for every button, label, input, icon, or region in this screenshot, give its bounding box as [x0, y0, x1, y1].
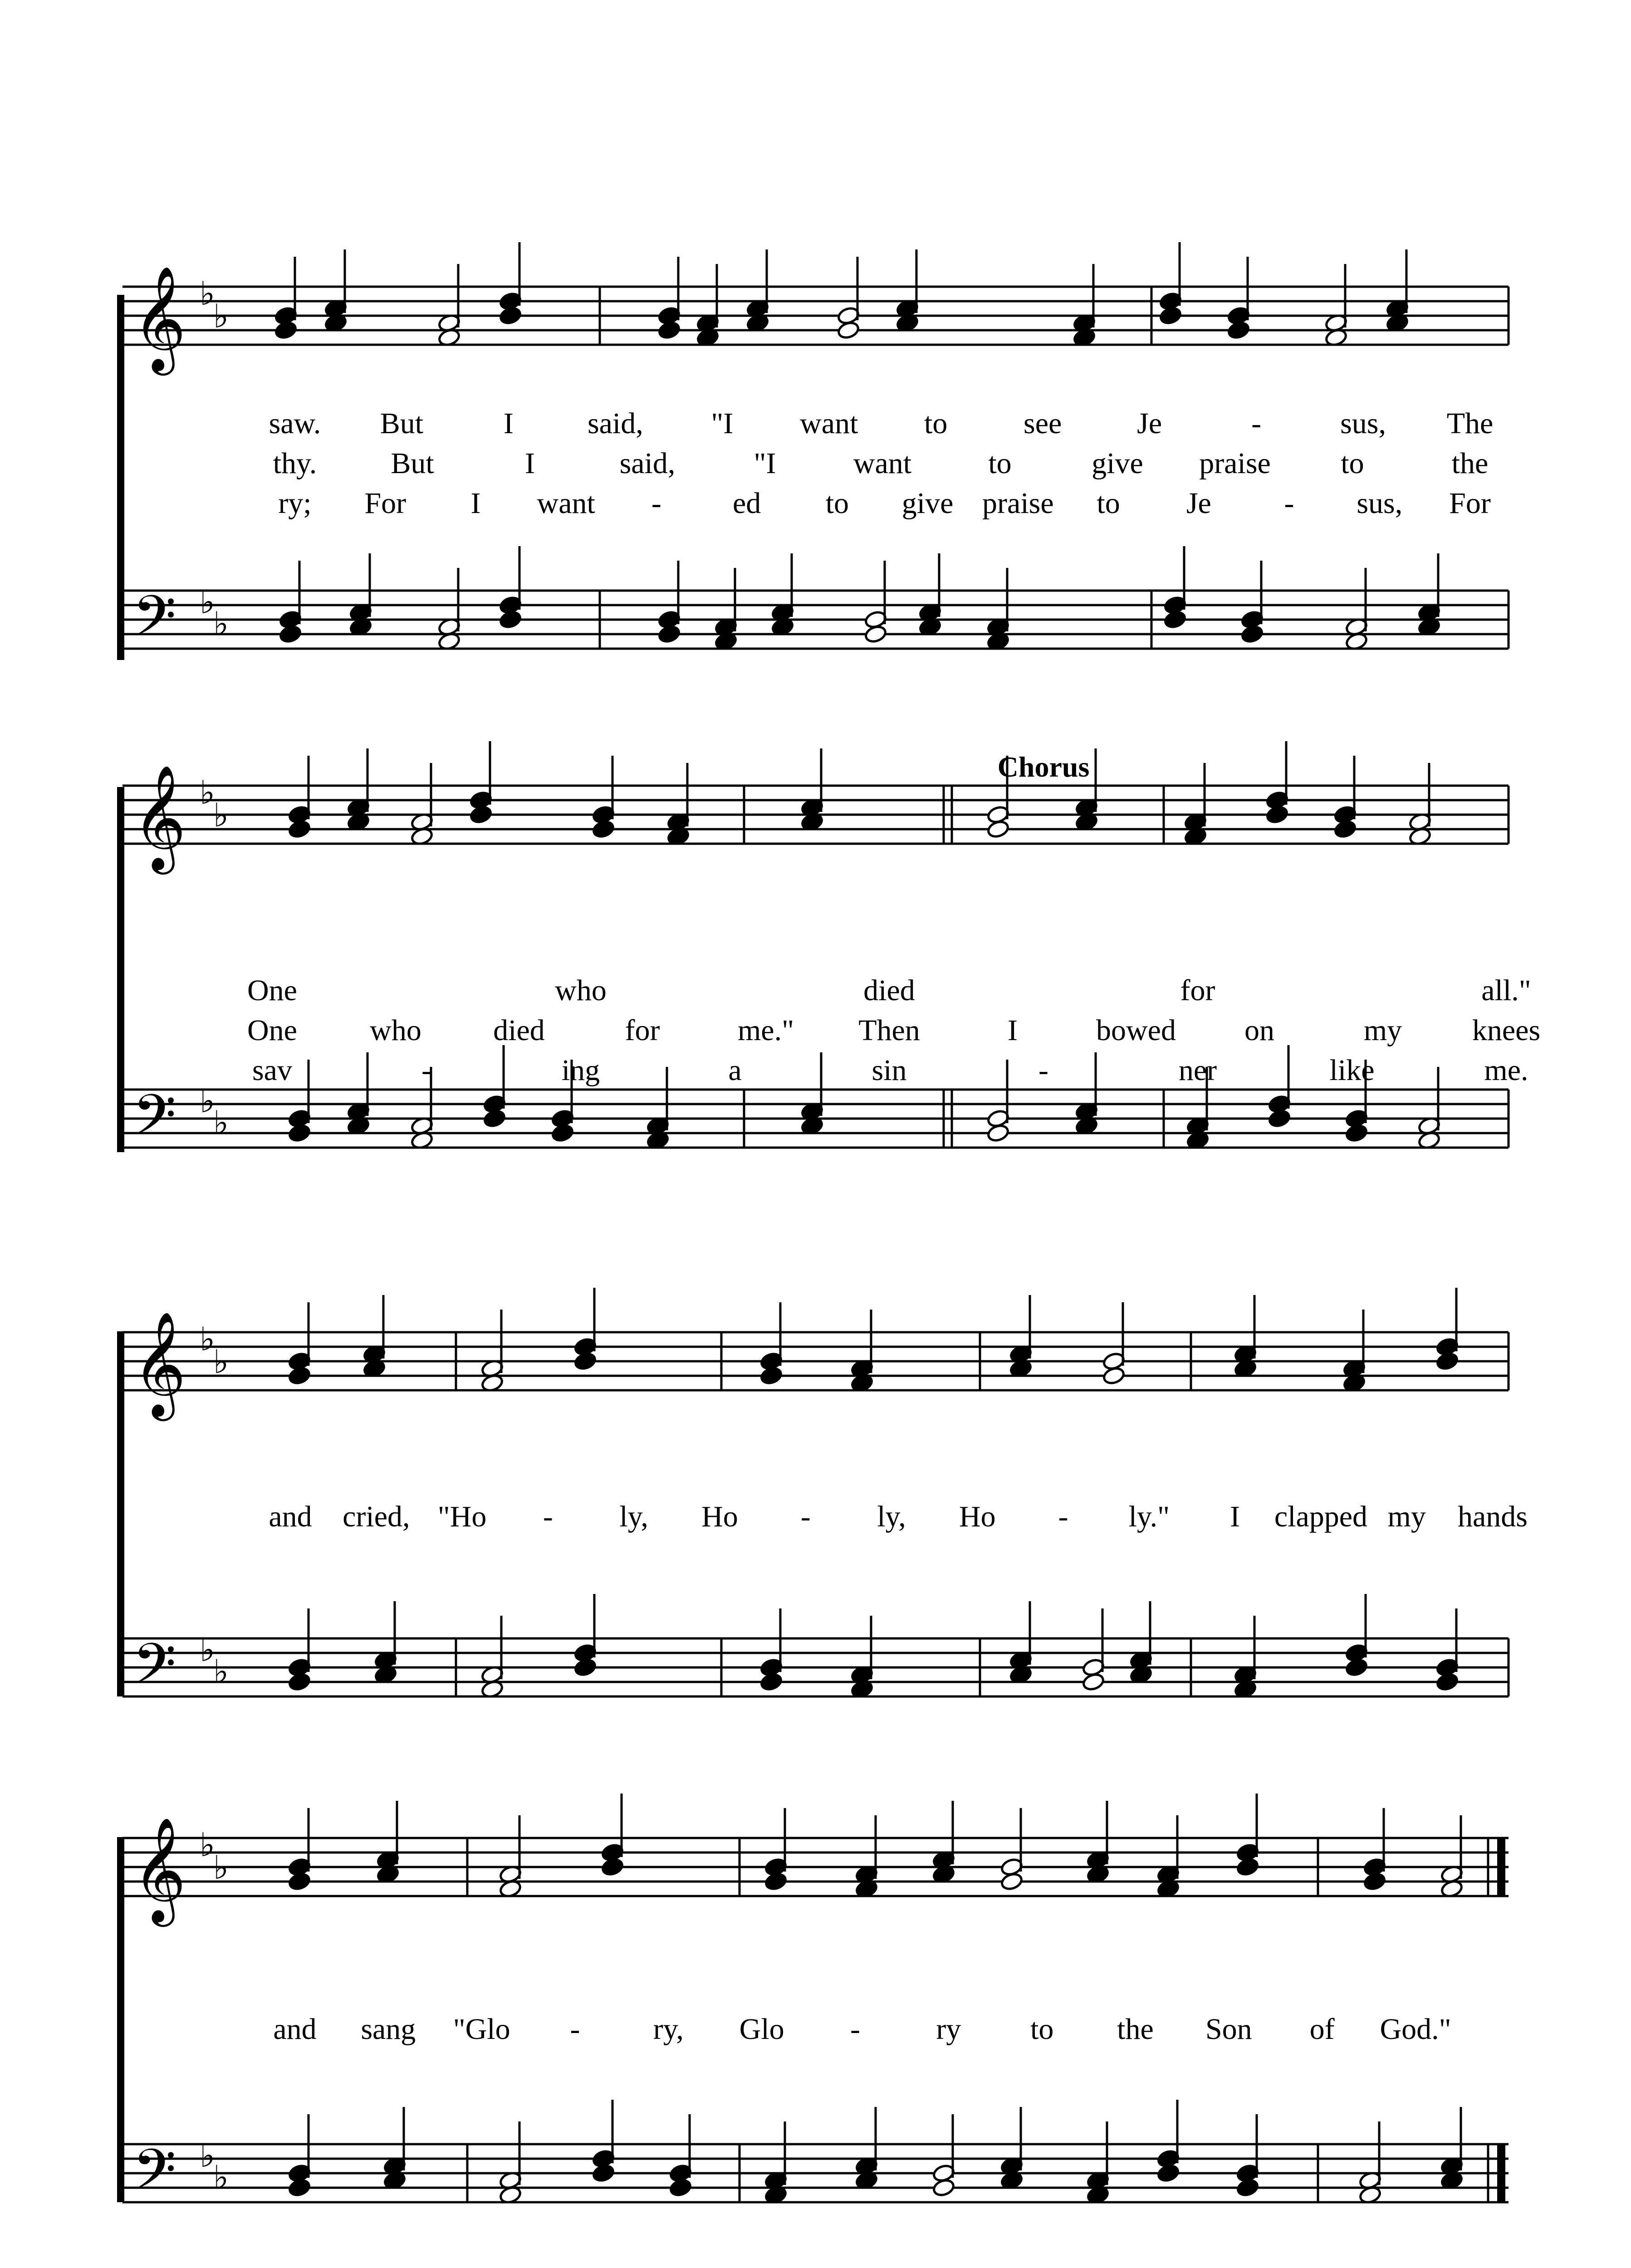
flat-icon: ♭ — [200, 1083, 215, 1119]
system-brace-bar — [117, 787, 124, 1152]
system-1 — [117, 242, 1509, 661]
lyric-hyphen: - — [570, 2013, 580, 2046]
lyric-syllable: ing — [561, 1054, 600, 1087]
note-head — [274, 320, 298, 340]
treble-notes — [288, 1288, 1459, 1393]
flat-icon: ♭ — [213, 298, 229, 335]
lyric-syllable: praise — [982, 487, 1054, 520]
lyric-syllable: all." — [1481, 974, 1531, 1007]
lyric-syllable: who — [370, 1014, 421, 1047]
flat-icon: ♭ — [213, 797, 229, 834]
lyric-syllable: I — [525, 447, 535, 480]
note-head — [551, 1123, 574, 1143]
note-head — [288, 1123, 311, 1143]
note-head — [288, 1672, 311, 1691]
note-head — [657, 320, 681, 340]
barlines — [467, 1838, 1318, 2202]
lyric-hyphen: - — [1251, 407, 1262, 440]
flat-icon: ♭ — [200, 276, 215, 312]
lyric-syllable: and — [269, 1500, 312, 1533]
flat-icon: ♭ — [213, 1850, 229, 1886]
lyric-hyphen: - — [850, 2013, 860, 2046]
lyric-syllable: ed — [733, 487, 761, 520]
flat-icon: ♭ — [213, 606, 229, 642]
flat-icon: ♭ — [200, 775, 215, 811]
system-brace-bar — [117, 1837, 124, 2202]
lyric-hyphen: - — [800, 1500, 811, 1533]
lyric-syllable: a — [728, 1054, 742, 1087]
lyric-hyphen: - — [421, 1054, 431, 1087]
lyric-syllable: sav — [252, 1054, 292, 1087]
lyric-syllable: "I — [754, 447, 776, 480]
note-head — [1345, 1123, 1368, 1143]
flat-icon: ♭ — [200, 1632, 215, 1668]
lyric-syllable: One — [247, 974, 297, 1007]
flat-icon: ♭ — [200, 1827, 215, 1863]
treble-clef-icon: 𝄞 — [132, 1820, 186, 1921]
lyric-syllable: sus, — [1340, 407, 1386, 440]
lyric-syllable: ly, — [877, 1500, 906, 1533]
note-head — [1102, 1366, 1126, 1385]
lyric-hyphen: - — [543, 1500, 553, 1533]
note-head — [483, 1109, 506, 1128]
lyrics — [247, 974, 1540, 1087]
lyric-syllable: ly." — [1128, 1500, 1170, 1533]
lyric-syllable: thy. — [273, 447, 317, 480]
lyric-syllable: ry; — [278, 487, 312, 520]
treble-notes — [274, 242, 1409, 347]
lyric-hyphen: - — [1058, 1500, 1068, 1533]
bass-notes — [279, 546, 1441, 651]
lyric-syllable: I — [1230, 1500, 1240, 1533]
lyric-syllable: "Ho — [437, 1500, 487, 1533]
lyric-syllable: sang — [361, 2013, 416, 2046]
note-head — [592, 2163, 615, 2183]
lyric-syllable: hands — [1458, 1500, 1528, 1533]
lyric-syllable: cried, — [343, 1500, 410, 1533]
system-3 — [117, 1288, 1528, 1709]
lyric-syllable: But — [380, 407, 424, 440]
lyric-syllable: me." — [737, 1014, 794, 1047]
note-head — [837, 320, 860, 340]
lyric-syllable: want — [800, 407, 858, 440]
lyric-syllable: said, — [619, 447, 676, 480]
note-head — [288, 819, 311, 839]
lyrics — [269, 1500, 1528, 1533]
lyric-syllable: Son — [1205, 2013, 1252, 2046]
lyric-syllable: "I — [711, 407, 734, 440]
flat-icon: ♭ — [213, 1344, 229, 1380]
bass-notes — [288, 1594, 1459, 1699]
treble-clef-icon: 𝄞 — [132, 768, 186, 868]
lyric-syllable: Je — [1186, 487, 1211, 520]
note-head — [1236, 2178, 1259, 2197]
lyric-syllable: who — [555, 974, 607, 1007]
note-head — [669, 2178, 692, 2197]
lyric-syllable: ner — [1178, 1054, 1217, 1087]
lyric-hyphen: - — [651, 487, 661, 520]
treble-clef-icon: 𝄞 — [132, 269, 186, 369]
lyric-syllable: to — [1097, 487, 1120, 520]
treble-clef-icon: 𝄞 — [132, 1315, 186, 1415]
lyric-syllable: the — [1117, 2013, 1154, 2046]
system-brace-bar — [117, 1331, 124, 1696]
flat-icon: ♭ — [213, 1105, 229, 1141]
lyric-syllable: saw. — [269, 407, 321, 440]
bass-clef-icon: 𝄢 — [132, 2140, 176, 2215]
lyric-syllable: Ho — [959, 1500, 996, 1533]
flat-icon: ♭ — [200, 1321, 215, 1358]
barlines — [744, 786, 1509, 1148]
note-head — [288, 2178, 311, 2197]
flat-icon: ♭ — [200, 584, 215, 621]
lyric-syllable: ly, — [619, 1500, 648, 1533]
note-head — [1268, 1109, 1291, 1128]
bass-clef-icon: 𝄢 — [132, 586, 176, 661]
bass-staff — [122, 1638, 1509, 1696]
note-head — [986, 819, 1010, 839]
note-head — [764, 1872, 788, 1891]
lyric-syllable: of — [1309, 2013, 1335, 2046]
note-head — [759, 1366, 783, 1385]
lyric-syllable: bowed — [1096, 1014, 1176, 1047]
lyric-syllable: me. — [1484, 1054, 1528, 1087]
lyric-syllable: to — [988, 447, 1012, 480]
lyric-syllable: to — [924, 407, 948, 440]
note-head — [759, 1672, 783, 1691]
lyric-syllable: One — [247, 1014, 297, 1047]
treble-staff — [122, 1838, 1509, 1896]
note-head — [592, 819, 615, 839]
note-head — [1236, 1857, 1259, 1877]
lyric-syllable: my — [1363, 1014, 1402, 1047]
note-head — [1082, 1672, 1105, 1691]
note-head — [1333, 819, 1357, 839]
final-barline — [1488, 1838, 1505, 2202]
note-head — [864, 624, 887, 644]
system-2 — [117, 741, 1540, 1160]
note-head — [1363, 1872, 1386, 1891]
note-head — [499, 306, 522, 325]
lyric-syllable: Ho — [701, 1500, 738, 1533]
lyric-syllable: see — [1024, 407, 1062, 440]
bass-notes — [288, 1045, 1441, 1150]
lyric-syllable: clapped — [1274, 1500, 1368, 1533]
lyric-syllable: I — [1008, 1014, 1018, 1047]
bass-clef-icon: 𝄢 — [132, 1634, 176, 1709]
flat-icon: ♭ — [200, 2138, 215, 2174]
note-head — [657, 624, 681, 644]
note-head — [1345, 1657, 1368, 1677]
lyric-syllable: to — [1341, 447, 1364, 480]
lyric-syllable: like — [1329, 1054, 1375, 1087]
lyric-syllable: Glo — [739, 2013, 784, 2046]
note-head — [1435, 1672, 1459, 1691]
note-head — [573, 1351, 597, 1371]
lyric-syllable: The — [1446, 407, 1494, 440]
flat-icon: ♭ — [213, 2160, 229, 2196]
bass-staff — [122, 591, 1509, 649]
lyric-syllable: died — [863, 974, 915, 1007]
note-head — [1265, 805, 1289, 824]
lyric-syllable: Then — [858, 1014, 920, 1047]
lyric-syllable: praise — [1199, 447, 1271, 480]
lyric-syllable: sus, — [1357, 487, 1403, 520]
lyric-syllable: give — [901, 487, 954, 520]
lyric-syllable: But — [391, 447, 434, 480]
lyric-syllable: to — [825, 487, 849, 520]
lyric-syllable: to — [1030, 2013, 1054, 2046]
lyric-syllable: said, — [587, 407, 643, 440]
note-head — [573, 1657, 597, 1677]
flat-icon: ♭ — [213, 1654, 229, 1690]
note-head — [499, 610, 522, 629]
lyric-syllable: the — [1451, 447, 1489, 480]
lyric-syllable: give — [1092, 447, 1143, 480]
bass-notes — [288, 2100, 1464, 2205]
lyric-syllable: I — [470, 487, 481, 520]
lyric-syllable: Je — [1137, 407, 1162, 440]
lyric-syllable: on — [1244, 1014, 1274, 1047]
note-head — [986, 1123, 1010, 1143]
lyric-syllable: my — [1387, 1500, 1426, 1533]
lyric-syllable: ry — [936, 2013, 961, 2046]
lyric-syllable: For — [364, 487, 407, 520]
treble-staff — [122, 1332, 1509, 1390]
lyric-syllable: for — [625, 1014, 660, 1047]
bass-staff — [122, 2144, 1509, 2202]
note-head — [1240, 624, 1264, 644]
lyric-syllable: God." — [1380, 2013, 1451, 2046]
note-head — [279, 624, 302, 644]
system-4 — [117, 1794, 1509, 2215]
chorus-label: Chorus — [997, 751, 1090, 783]
lyrics — [273, 2013, 1451, 2046]
treble-notes — [288, 741, 1432, 846]
bass-clef-icon: 𝄢 — [132, 1085, 176, 1160]
lyric-syllable: and — [273, 2013, 317, 2046]
lyric-syllable: knees — [1472, 1014, 1541, 1047]
note-head — [601, 1857, 624, 1877]
treble-notes — [288, 1794, 1464, 1899]
lyric-syllable: died — [493, 1014, 545, 1047]
lyric-syllable: want — [537, 487, 595, 520]
lyric-syllable: "Glo — [453, 2013, 510, 2046]
lyric-syllable: ry, — [653, 2013, 684, 2046]
note-head — [1227, 320, 1250, 340]
note-head — [469, 805, 493, 824]
note-head — [932, 2178, 955, 2197]
lyrics — [269, 407, 1494, 520]
note-head — [288, 1872, 311, 1891]
note-head — [1156, 2163, 1180, 2183]
note-head — [1163, 610, 1187, 629]
lyric-syllable: want — [853, 447, 912, 480]
lyric-syllable: for — [1180, 974, 1215, 1007]
lyric-syllable: I — [503, 407, 514, 440]
note-head — [1159, 306, 1182, 325]
lyric-syllable: For — [1449, 487, 1491, 520]
note-head — [1435, 1351, 1459, 1371]
note-head — [288, 1366, 311, 1385]
lyric-hyphen: - — [1038, 1054, 1048, 1087]
lyric-hyphen: - — [1284, 487, 1294, 520]
lyric-syllable: sin — [872, 1054, 907, 1087]
note-head — [1000, 1872, 1024, 1891]
